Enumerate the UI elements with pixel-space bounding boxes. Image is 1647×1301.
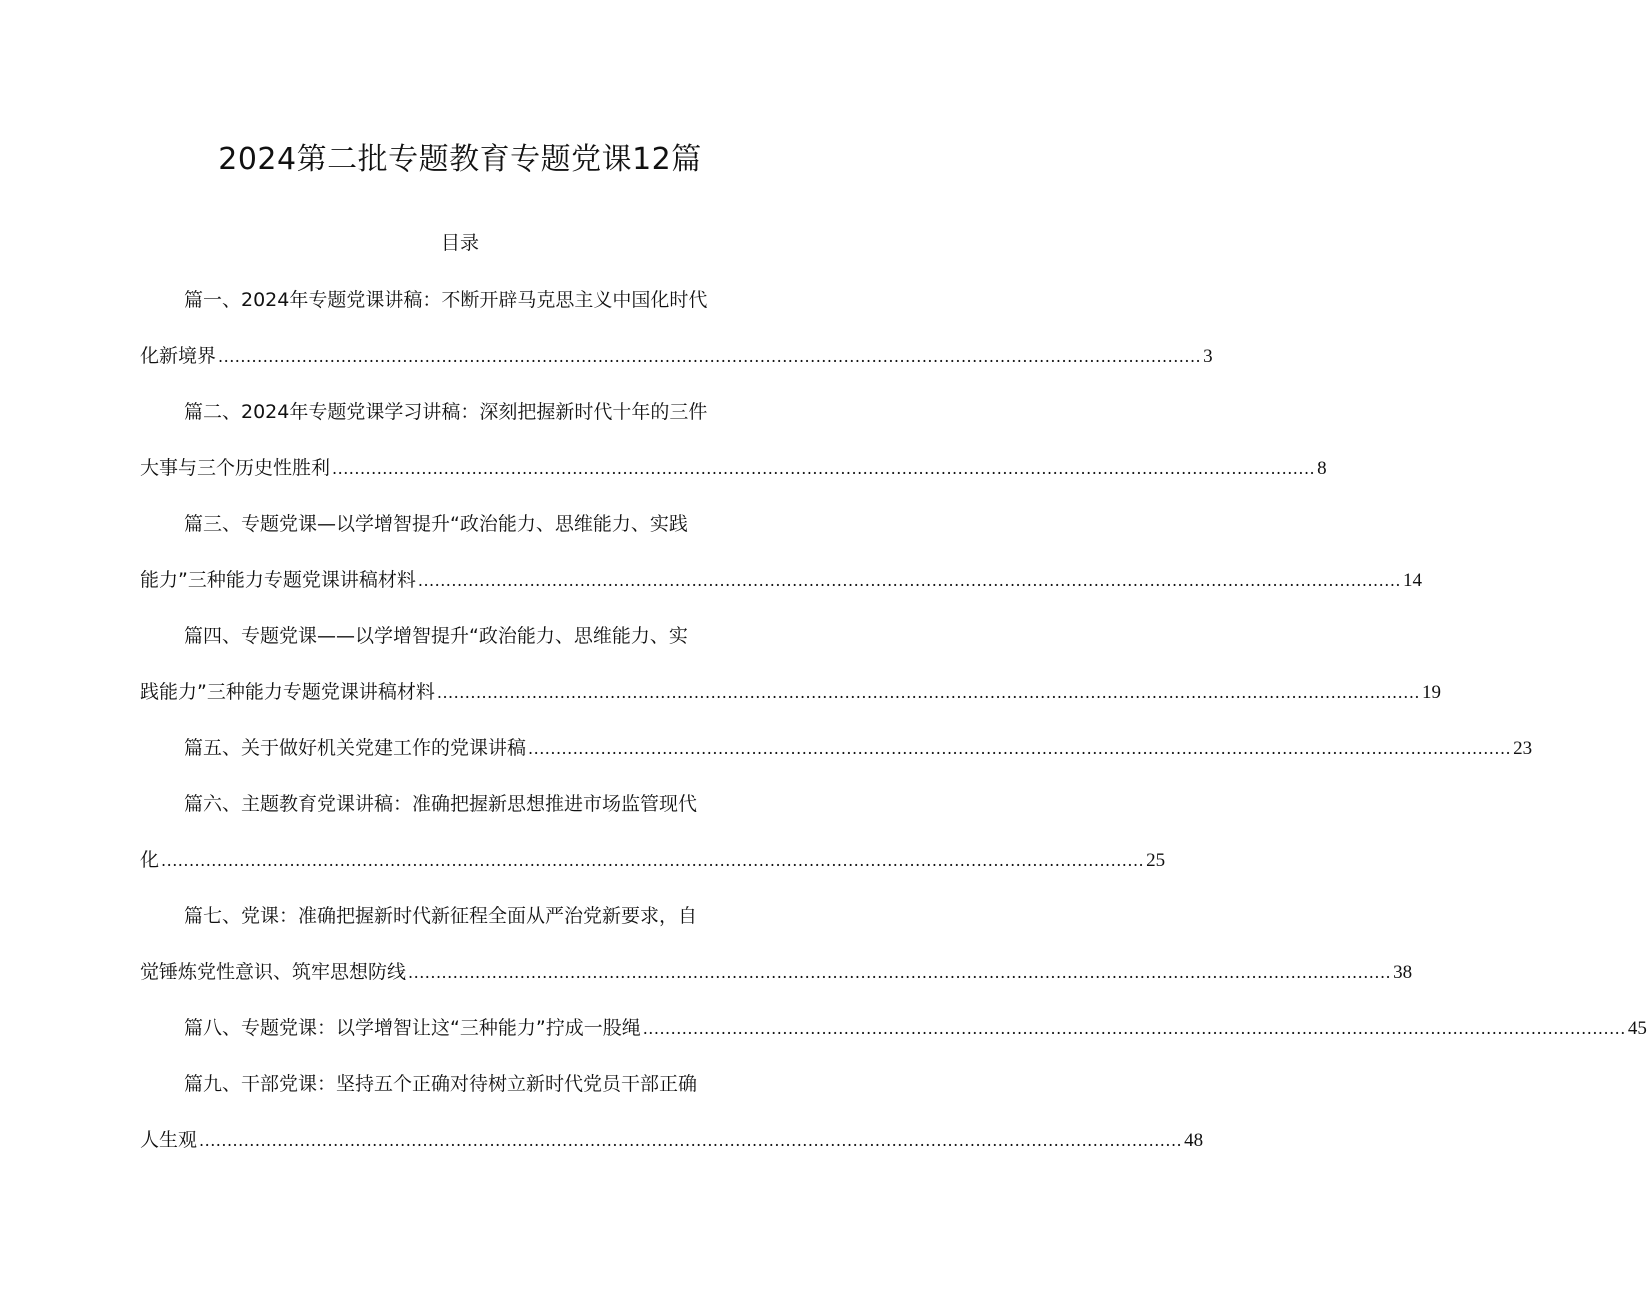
toc-entry-5-page: 23 <box>1513 738 1533 759</box>
toc-leader-dots: ................................................................................................................................................................................ <box>436 683 1420 702</box>
toc-entry-6-line1[interactable]: 篇六、主题教育党课讲稿：准确把握新思想推进市场监管现代 <box>184 793 698 815</box>
toc-entry-2-line2[interactable] <box>140 453 1327 484</box>
toc-entry-8[interactable] <box>184 1013 1647 1044</box>
toc-entry-7-line2[interactable] <box>140 957 1413 988</box>
document-title: 2024第二批专题教育专题党课12篇 <box>218 142 702 177</box>
toc-entry-4-text: 践能力”三种能力专题党课讲稿材料 <box>140 681 435 703</box>
toc-entry-2-line1[interactable]: 篇二、2024年专题党课学习讲稿：深刻把握新时代十年的三件 <box>184 401 708 423</box>
toc-leader-dots: ................................................................................................................................................................................ <box>199 1131 1183 1150</box>
toc-entry-1-line1[interactable]: 篇一、2024年专题党课讲稿：不断开辟马克思主义中国化时代 <box>184 289 708 311</box>
toc-leader-dots: ................................................................................................................................................................................ <box>528 739 1512 758</box>
toc-leader-dots: ................................................................................................................................................................................ <box>408 963 1392 982</box>
toc-entry-6-page: 25 <box>1146 850 1166 871</box>
toc-entry-5-text: 篇五、关于做好机关党建工作的党课讲稿 <box>184 737 527 759</box>
toc-leader-dots: ................................................................................................................................................................................ <box>218 347 1202 366</box>
toc-entry-5[interactable] <box>184 733 1533 764</box>
toc-entry-8-page: 45 <box>1627 1018 1647 1039</box>
toc-leader-dots: ................................................................................................................................................................................ <box>417 571 1401 590</box>
toc-entry-6-line2[interactable] <box>140 845 1166 876</box>
toc-leader-dots: ................................................................................................................................................................................ <box>642 1019 1626 1038</box>
toc-entry-3-line2[interactable] <box>140 565 1422 596</box>
toc-entry-7-page: 38 <box>1393 962 1413 983</box>
toc-entry-6-text: 化 <box>140 849 160 871</box>
toc-entry-8-text: 篇八、专题党课：以学增智让这“三种能力”拧成一股绳 <box>184 1017 641 1039</box>
toc-entry-4-line1[interactable]: 篇四、专题党课——以学增智提升“政治能力、思维能力、实 <box>184 625 688 647</box>
toc-entry-3-page: 14 <box>1402 570 1422 591</box>
toc-entry-9-line1[interactable]: 篇九、干部党课：坚持五个正确对待树立新时代党员干部正确 <box>184 1073 698 1095</box>
toc-entry-2-text: 大事与三个历史性胜利 <box>140 457 331 479</box>
toc-entry-9-page: 48 <box>1184 1130 1204 1151</box>
toc-entry-1-page: 3 <box>1203 346 1213 367</box>
toc-entry-7-line1[interactable]: 篇七、党课：准确把握新时代新征程全面从严治党新要求，自 <box>184 905 698 927</box>
toc-entry-9-line2[interactable] <box>140 1125 1204 1156</box>
toc-leader-dots: ................................................................................................................................................................................ <box>161 851 1145 870</box>
toc-leader-dots: ................................................................................................................................................................................ <box>332 459 1316 478</box>
toc-entry-4-page: 19 <box>1421 682 1441 703</box>
toc-entry-4-line2[interactable] <box>140 677 1441 708</box>
toc-entry-1-text: 化新境界 <box>140 345 217 367</box>
toc-entry-7-text: 觉锤炼党性意识、筑牢思想防线 <box>140 961 407 983</box>
toc-entry-3-line1[interactable]: 篇三、专题党课—以学增智提升“政治能力、思维能力、实践 <box>184 513 688 535</box>
toc-entry-9-text: 人生观 <box>140 1129 198 1151</box>
toc-entry-1-line2[interactable] <box>140 341 1213 372</box>
toc-entry-2-page: 8 <box>1317 458 1327 479</box>
toc-heading: 目录 <box>440 232 479 254</box>
toc-entry-3-text: 能力”三种能力专题党课讲稿材料 <box>140 569 416 591</box>
